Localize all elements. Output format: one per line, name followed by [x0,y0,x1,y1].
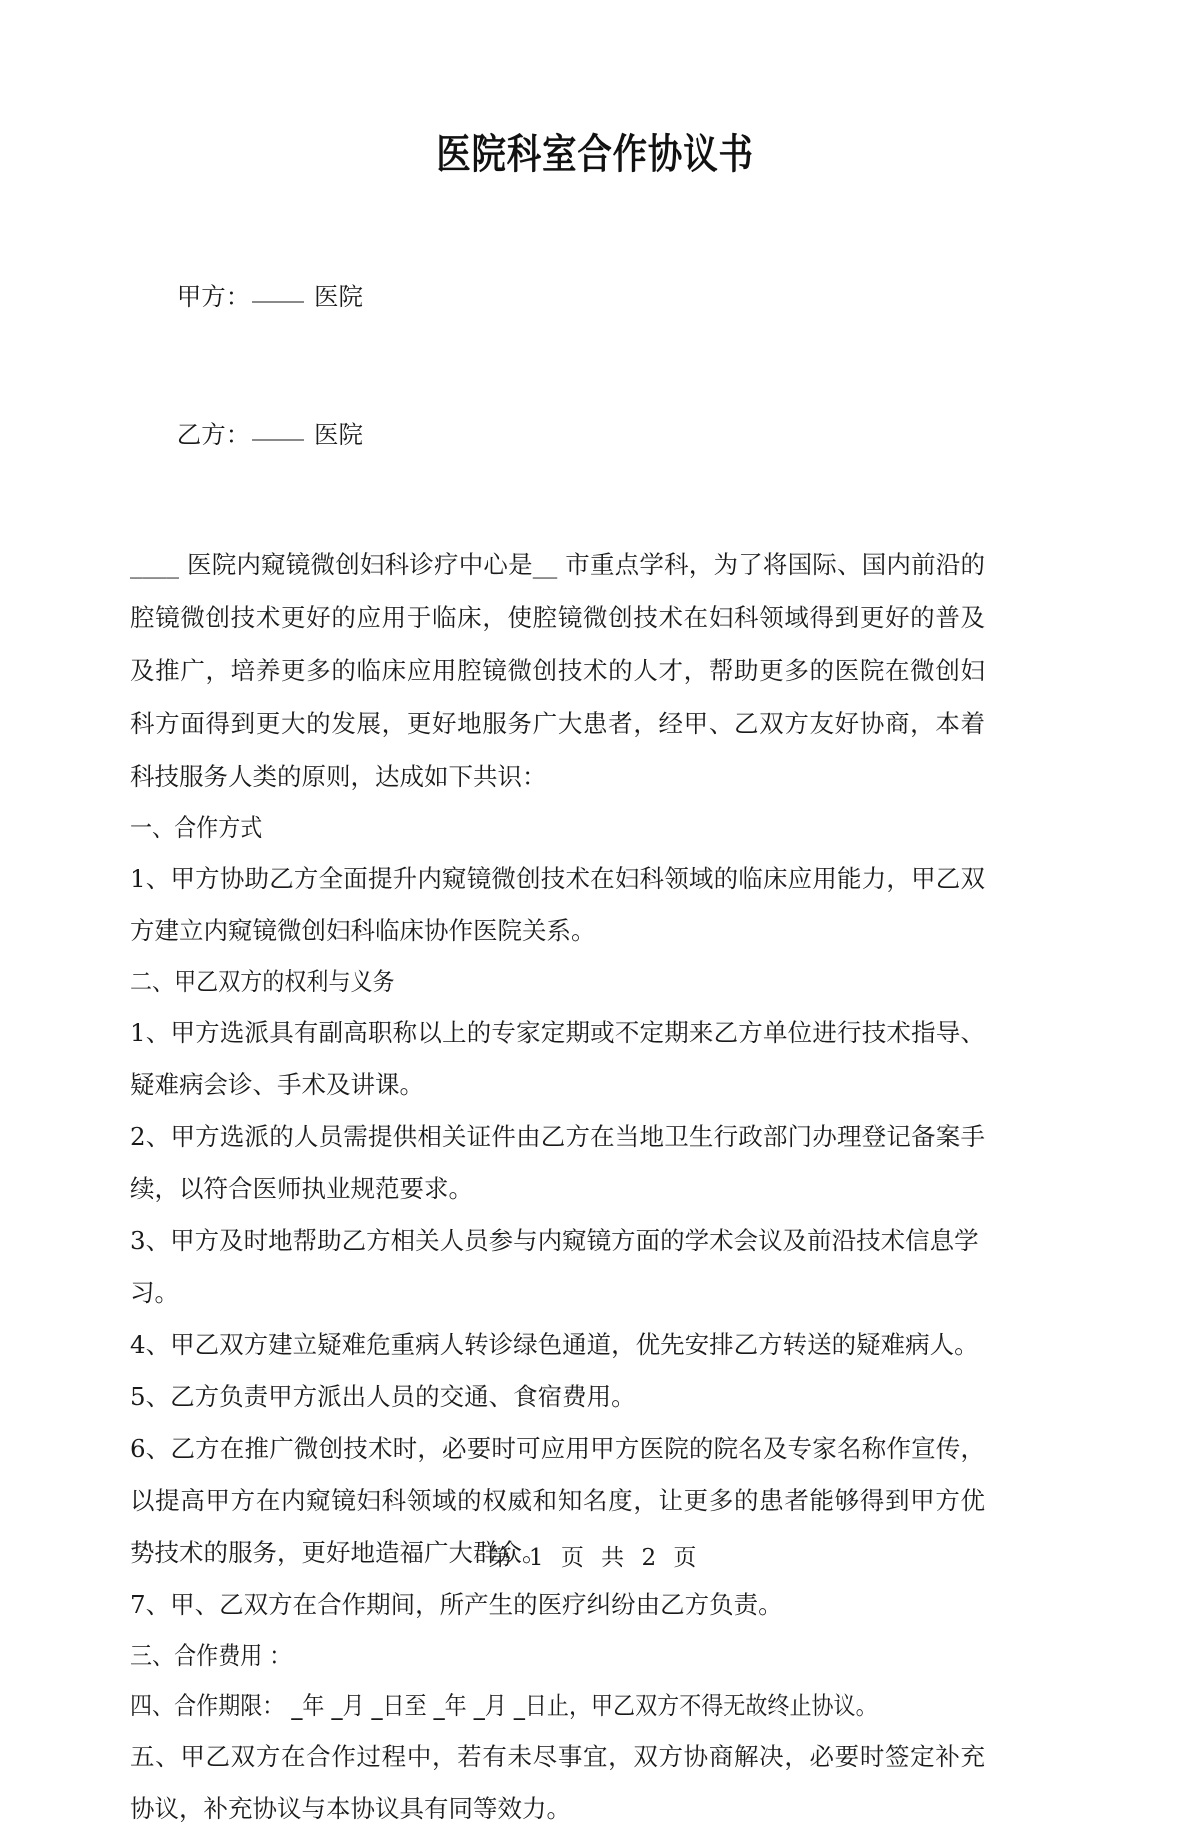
section-heading-3: 三、合作费用 ： [130,1641,292,1670]
section-2-item-4: 4、甲乙双方建立疑难危重病人转诊绿色通道，优先安排乙方转送的疑难病人。 [130,1330,979,1359]
section-2-item-2: 2、甲方选派的人员需提供相关证件由乙方在当地卫生行政部门办理登记备案手续，以符合医师执业规范要求。 [130,1122,985,1203]
section-2-item-1: 1、甲方选派具有副高职称以上的专家定期或不定期来乙方单位进行技术指导、疑难病会诊、手术及讲课。 [130,1018,985,1099]
party-line-jiafang [130,228,985,366]
section-heading-1: 一、合作方式 [130,813,263,842]
section-1-item-1: 1、甲方协助乙方全面提升内窥镜微创技术在妇科领域的临床应用能力，甲乙双方建立内窥镜微创妇科临床协作医院关系。 [130,864,985,945]
party-a-label: 甲方： [176,282,251,311]
spacer [130,504,985,538]
preamble-paragraph: ____ 医院内窥镜微创妇科诊疗中心是__ 市重点学科，为了将国际、国内前沿的腔镜微创技术更好的应用于临床，使腔镜微创技术在妇科领域得到更好的普及及推广，培养更多的临床应用腔镜微创技术的人才，帮助更多的医院在微创妇科方面得到更大的发展，更好地服务广大患者，经甲、乙双方友好协商，本着科技服务人类的原则，达成如下共识： [130,550,985,791]
section-2-item-3: 3、甲方及时地帮助乙方相关人员参与内窥镜方面的学术会议及前沿技术信息学习。 [130,1226,979,1307]
section-heading-2: 二、甲乙双方的权利与义务 [130,967,395,996]
party-b-suffix: 医院 [314,420,364,449]
section-2-item-6: 6、乙方在推广微创技术时，必要时可应用甲方医院的院名及专家名称作宣传，以提高甲方在内窥镜妇科领域的权威和知名度，让更多的患者能够得到甲方优势技术的服务，更好地造福广大群众。 [130,1434,985,1567]
party-a-blank[interactable] [252,301,304,303]
page-title: 医院科室合作协议书 [436,130,754,178]
party-a-suffix: 医院 [314,282,364,311]
party-line-yifang [130,366,985,504]
party-b-blank[interactable] [252,439,304,441]
party-b-label: 乙方： [176,420,251,449]
document-body [130,228,985,1835]
section-2-item-7: 7、甲、乙双方在合作期间，所产生的医疗纠纷由乙方负责。 [130,1590,783,1619]
section-heading-4: 四、合作期限： _年 _月 _日至 _年 _月 _日止，甲乙双方不得无故终止协议。 [130,1691,878,1720]
section-2-item-5: 5、乙方负责甲方派出人员的交通、食宿费用。 [130,1382,636,1411]
footer-page-indicator: 第 1 页 共 2 页 [488,1545,702,1571]
section-heading-5: 五、甲乙双方在合作过程中，若有未尽事宜，双方协商解决，必要时签定补充协议，补充协议与本协议具有同等效力。 [130,1742,985,1823]
